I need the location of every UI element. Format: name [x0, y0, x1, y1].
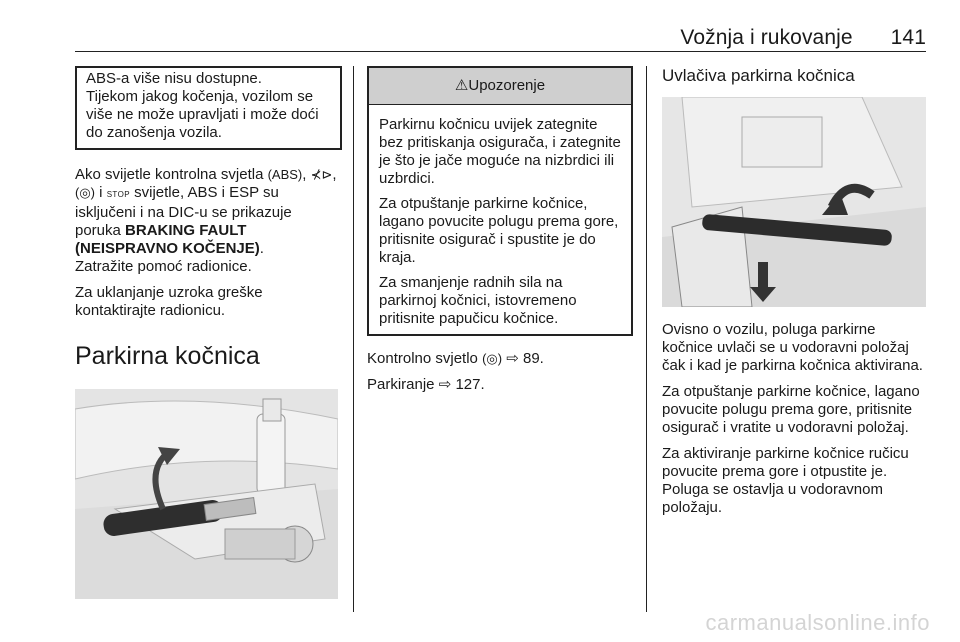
message-text: BRAKING FAULT (NEISPRAVNO KOČENJE): [75, 222, 260, 257]
section-heading: Parkirna kočnica: [75, 342, 260, 370]
paragraph-retract: Ovisno o vozilu, poluga parkirne kočnice uvlači se u vodoravni položaj čak i kad je parkirna kočnica aktivirana.: [662, 321, 923, 374]
header-title: Vožnja i rukovanje: [680, 26, 853, 49]
warning-box: [367, 66, 633, 336]
abs-icon: (ABS): [267, 167, 303, 182]
page-number: 141: [890, 26, 926, 49]
paragraph-remedy: Za uklanjanje uzroka greške kontaktirajte radionicu.: [75, 284, 263, 319]
warning-p3: Za smanjenje radnih sila na parkirnoj kočnici, istovremeno pritisnite papučicu kočnice.: [379, 274, 577, 327]
retractable-brake-illustration: [662, 97, 926, 307]
column-1: [75, 66, 341, 599]
footer-watermark: carmanualsonline.info: [705, 610, 930, 635]
reference-link-89[interactable]: ⇨ 89.: [502, 350, 544, 367]
parking-brake-drawing: [75, 389, 338, 599]
esp-icon: ⊀⊳: [310, 167, 333, 182]
warning-p1: Parkirnu kočnicu uvijek zategnite bez pritiskanja osigurača, i zategnite je što je jače moguće na nizbrdici ili uzbrdici.: [379, 116, 621, 187]
subsection-heading: Uvlačiva parkirna kočnica: [662, 66, 855, 85]
header-rule: [75, 51, 926, 52]
warning-triangle-icon: ⚠: [454, 77, 469, 94]
paragraph-apply: Za aktiviranje parkirne kočnice ručicu povucite prema gore i otpustite je. Poluga se ostavlja u vodoravnom položaju.: [662, 445, 909, 516]
note-line-2: Tijekom jakog kočenja, vozilom se više ne može upravljati i može doći do zanošenja vozila.: [86, 88, 319, 141]
paragraph-control-light: Kontrolno svjetlo (◎) ⇨ 89.: [367, 350, 544, 367]
stop-icon: STOP: [106, 190, 130, 199]
reference-link-127[interactable]: ⇨ 127.: [438, 376, 485, 393]
warning-p2: Za otpuštanje parkirne kočnice, lagano povucite polugu prema gore, pritisnite osigurač i spustite je do kraja.: [379, 195, 619, 266]
retractable-brake-drawing: [662, 97, 926, 307]
column-divider-2: [646, 66, 647, 612]
warning-body: [369, 105, 631, 334]
column-divider-1: [353, 66, 354, 612]
note-box: [75, 66, 342, 150]
page-header: [680, 26, 926, 50]
note-line-1: ABS-a više nisu dostupne.: [86, 70, 262, 87]
paragraph-warning-lights: Ako svijetle kontrolna svjetla (ABS), ⊀⊳, (◎) i STOP svijetle, ABS i ESP su isključeni i na DIC-u se prikazuje poruka BRAKING FAULT (NEISPRAVNO KOČENJE). Zatražite pomoć radionice.: [75, 166, 337, 275]
column-3: [662, 66, 926, 525]
brake-icon: (◎): [75, 185, 96, 200]
brake-icon: (◎): [482, 351, 503, 366]
warning-title: Upozorenje: [468, 77, 546, 94]
column-2: [367, 66, 633, 402]
paragraph-release: Za otpuštanje parkirne kočnice, lagano povucite polugu prema gore, pritisnite osigurač i vratite u vodoravni položaj.: [662, 383, 920, 436]
parking-brake-illustration: [75, 389, 338, 599]
paragraph-parking: Parkiranje ⇨ 127.: [367, 376, 485, 393]
warning-header: [369, 68, 631, 105]
